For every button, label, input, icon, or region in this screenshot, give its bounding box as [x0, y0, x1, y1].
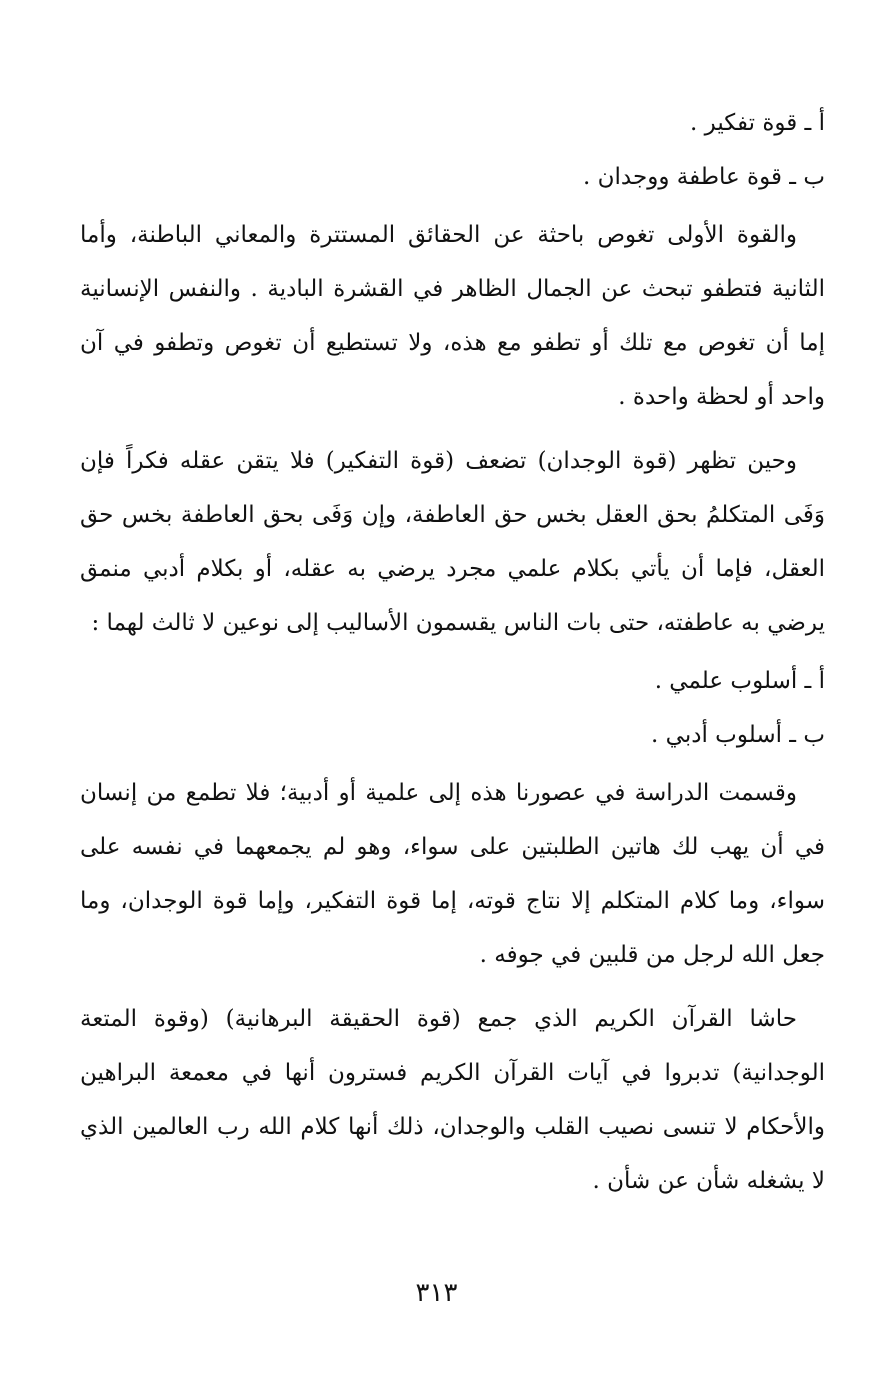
list-item-a-thinking: أ ـ قوة تفكير . [690, 110, 825, 136]
paragraph-quran: حاشا القرآن الكريم الذي جمع (قوة الحقيقة البرهانية) (وقوة المتعة الوجدانية) تدبروا في آيات القرآن الكريم فسترون أنها في معمعة البراهين والأحكام لا تنسى نصيب القلب والوجدان، ذلك أنها كلام الله رب العالمين الذي لا يشغله شأن عن شأن . [80, 1006, 825, 1194]
list-item-b-literary-style: ب ـ أسلوب أدبي . [651, 722, 825, 748]
paragraph-study-division: وقسمت الدراسة في عصورنا هذه إلى علمية أو أدبية؛ فلا تطمع من إنسان في أن يهب لك هاتين الطلبتين على سواء، وهو لم يجمعهما في نفسه على سواء، وما كلام المتكلم إلا نتاج قوته، إما قوة التفكير، وإما قوة الوجدان، وما جعل الله لرجل من قلبين في جوفه . [80, 780, 825, 968]
page-number: ٣١٣ [415, 1278, 458, 1308]
page-body [80, 96, 825, 1208]
paragraph-two-powers: والقوة الأولى تغوص باحثة عن الحقائق المستترة والمعاني الباطنة، وأما الثانية فتطفو تبحث عن الجمال الظاهر في القشرة البادية . والنفس الإنسانية إما أن تغوص مع تلك أو تطفو مع هذه، ولا تستطيع أن تغوص وتطفو في آن واحد أو لحظة واحدة . [80, 222, 825, 410]
list-item-b-emotion: ب ـ قوة عاطفة ووجدان . [583, 164, 825, 190]
paragraph-emotion-vs-thinking: وحين تظهر (قوة الوجدان) تضعف (قوة التفكير) فلا يتقن عقله فكراً فإن وَفَى المتكلمُ بحق العقل بخس حق العاطفة، وإن وَفَى بحق العاطفة بخس حق العقل، فإما أن يأتي بكلام علمي مجرد يرضي به عقله، أو بكلام أدبي منمق يرضي به عاطفته، حتى بات الناس يقسمون الأساليب إلى نوعين لا ثالث لهما : [80, 448, 825, 636]
list-item-a-scientific-style: أ ـ أسلوب علمي . [654, 668, 825, 694]
